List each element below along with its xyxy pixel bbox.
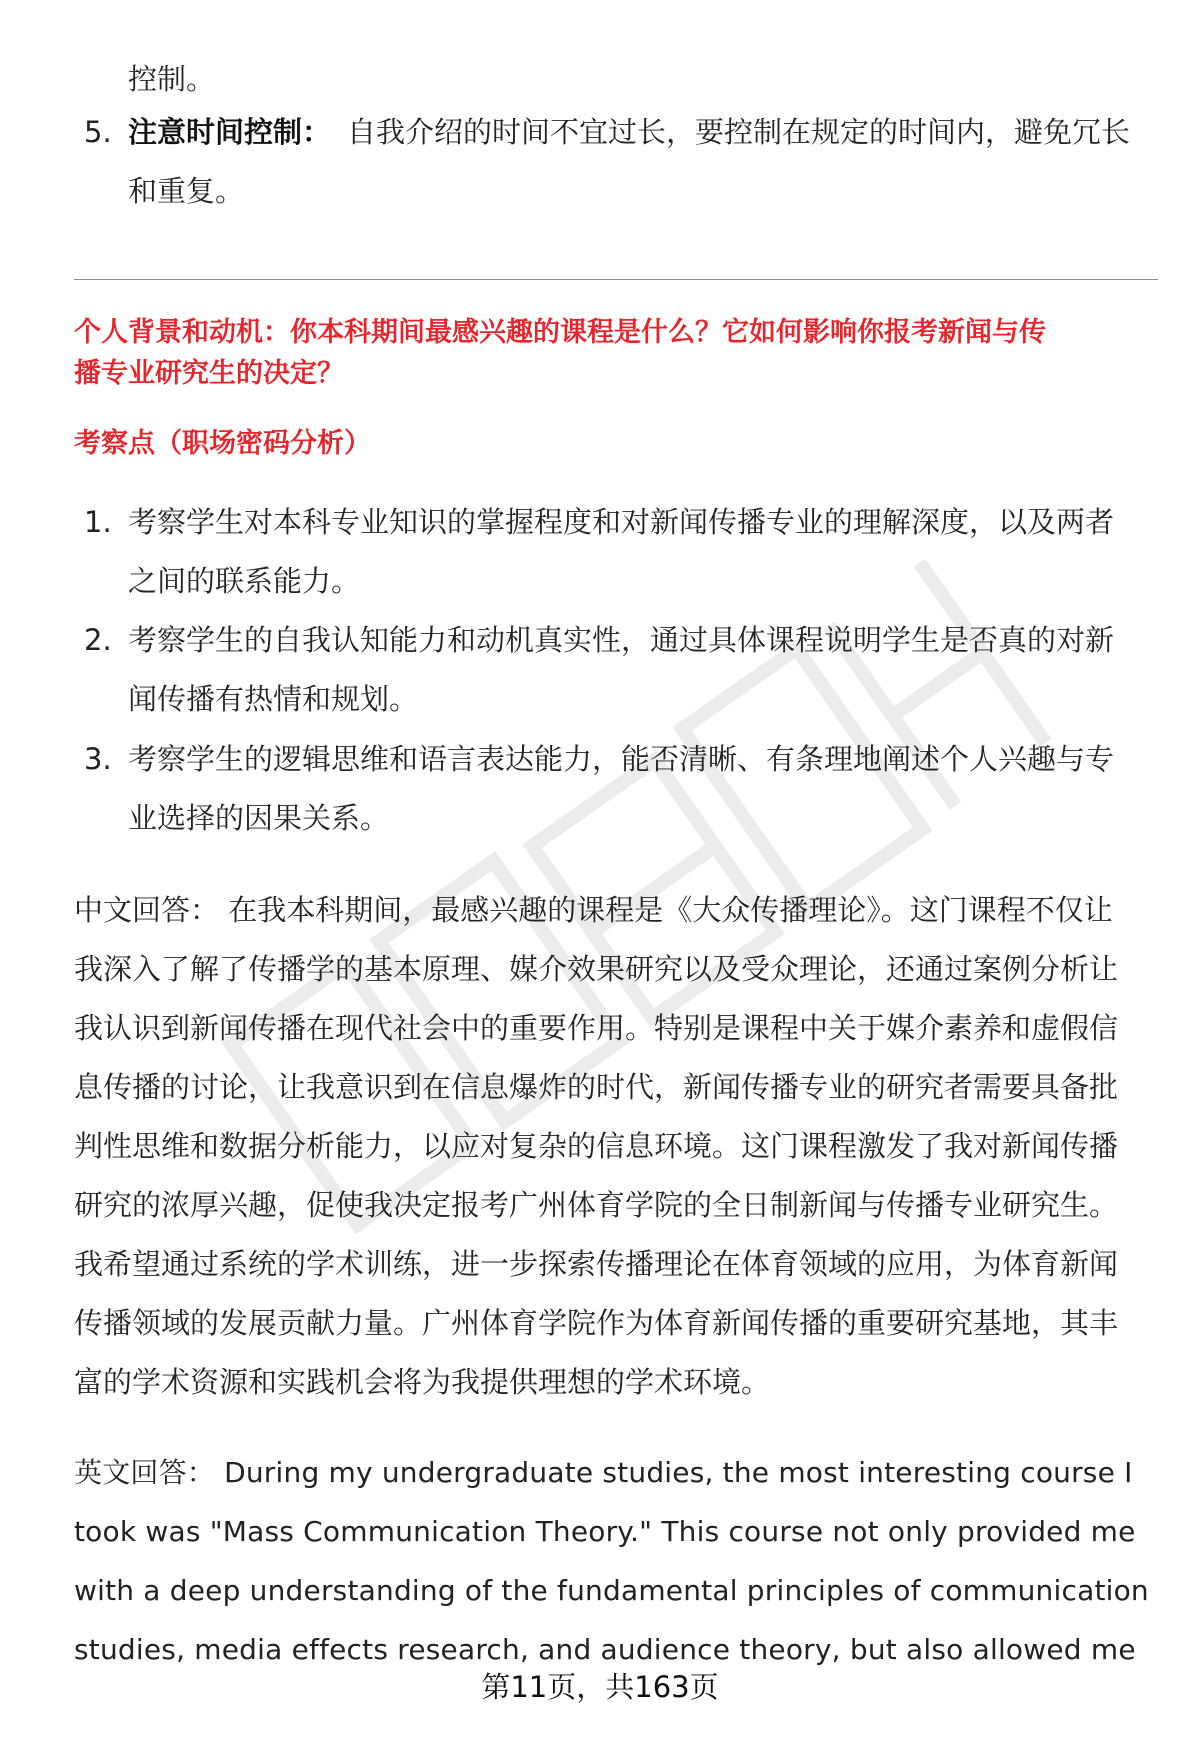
question-heading: [74, 312, 1158, 394]
chinese-answer: [74, 881, 1158, 1412]
answer-line: 富的学术资源和实践机会将为我提供理想的学术环境。: [74, 1365, 771, 1399]
analysis-item-line: 考察学生对本科专业知识的掌握程度和对新闻传播专业的理解深度，以及两者: [128, 505, 1115, 539]
tip-title: 注意时间控制：: [128, 115, 332, 149]
list-number: 2.: [84, 623, 112, 657]
previous-item-continuation: 控制。: [128, 62, 216, 96]
analysis-item-line: 考察学生的逻辑思维和语言表达能力，能否清晰、有条理地阐述个人兴趣与专: [128, 742, 1115, 776]
answer-line: 中文回答： 在我本科期间，最感兴趣的课程是《大众传播理论》。这门课程不仅让: [74, 893, 1113, 927]
question-line1: 个人背景和动机：你本科期间最感兴趣的课程是什么？它如何影响你报考新闻与传: [74, 317, 1046, 348]
list-number: 5.: [84, 115, 112, 149]
answer-line: 判性思维和数据分析能力，以应对复杂的信息环境。这门课程激发了我对新闻传播: [74, 1129, 1119, 1163]
section-divider: [74, 279, 1158, 280]
tip-text-line2: 和重复。: [128, 174, 245, 208]
answer-line: took was "Mass Communication Theory." This course not only provided me: [74, 1515, 1136, 1548]
tip-text-line1: 自我介绍的时间不宜过长，要控制在规定的时间内，避免冗长: [347, 115, 1131, 149]
analysis-item-line: 闻传播有热情和规划。: [128, 682, 419, 716]
analysis-item-line: 业选择的因果关系。: [128, 801, 390, 835]
analysis-item-line: 考察学生的自我认知能力和动机真实性，通过具体课程说明学生是否真的对新: [128, 623, 1115, 657]
english-answer: [74, 1443, 1158, 1679]
answer-line: with a deep understanding of the fundamental principles of communication: [74, 1574, 1149, 1607]
answer-line: 息传播的讨论，让我意识到在信息爆炸的时代，新闻传播专业的研究者需要具备批: [74, 1070, 1119, 1104]
question-line2: 播专业研究生的决定？: [74, 358, 344, 389]
analysis-heading: 考察点（职场密码分析）: [74, 428, 371, 459]
list-number: 1.: [84, 505, 112, 539]
answer-line: 英文回答： During my undergraduate studies, the most interesting course I: [74, 1456, 1133, 1489]
answer-line: 研究的浓厚兴趣，促使我决定报考广州体育学院的全日制新闻与传播专业研究生。: [74, 1188, 1119, 1222]
answer-line: 传播领域的发展贡献力量。广州体育学院作为体育新闻传播的重要研究基地，其丰: [74, 1306, 1119, 1340]
list-number: 3.: [84, 742, 112, 776]
answer-line: 我深入了解了传播学的基本原理、媒介效果研究以及受众理论，还通过案例分析让: [74, 952, 1119, 986]
answer-line: studies, media effects research, and audience theory, but also allowed me: [74, 1633, 1136, 1666]
page-number: 第11页，共163页: [481, 1670, 719, 1704]
answer-line: 我希望通过系统的学术训练，进一步探索传播理论在体育领域的应用，为体育新闻: [74, 1247, 1119, 1281]
analysis-item-line: 之间的联系能力。: [128, 564, 361, 598]
answer-line: 我认识到新闻传播在现代社会中的重要作用。特别是课程中关于媒介素养和虚假信: [74, 1011, 1119, 1045]
